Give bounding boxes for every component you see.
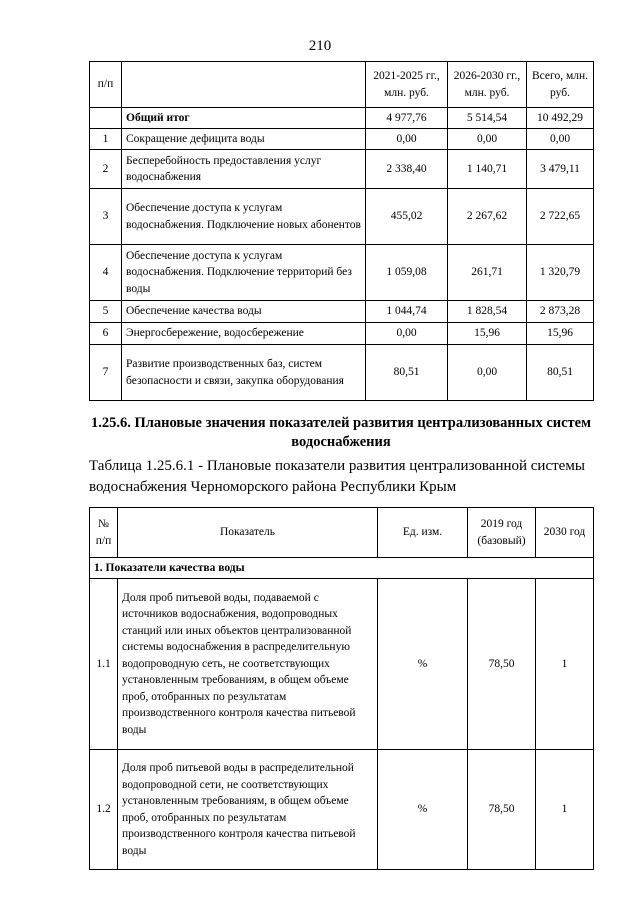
table-row [90,150,594,189]
row-name: Обеспечение доступа к услугам водоснабжения. Подключение территорий без воды [122,245,366,301]
row-name: Энергосбережение, водосбережение [122,323,366,345]
row-num: 5 [90,301,122,323]
row-name: Бесперебойность предоставления услуг водоснабжения [122,150,366,189]
row-v2: 1 828,54 [448,301,527,323]
total-label: Общий итог [122,108,366,129]
table-row [90,579,594,750]
row-v1: 1 059,08 [366,245,448,301]
row-v1: 80,51 [366,345,448,401]
header-num: п/п [90,62,122,108]
table-row [90,129,594,150]
total-v1: 4 977,76 [366,108,448,129]
group-label: 1. Показатели качества воды [90,558,594,579]
row-v3: 2 873,28 [527,301,594,323]
row-unit: % [378,750,468,870]
row-v2: 0,00 [448,129,527,150]
header-base-year: 2019 год (базовый) [468,508,536,558]
section-heading: 1.25.6. Плановые значения показателей развития централизованных систем водоснабжения [91,415,591,450]
row-v2: 0,00 [448,345,527,401]
investment-table [89,61,594,401]
indicators-table [89,507,594,870]
total-row [90,108,594,129]
table-header-row [90,508,594,558]
row-base: 78,50 [468,579,536,750]
row-name: Развитие производственных баз, систем безопасности и связи, закупка оборудования [122,345,366,401]
row-v2: 2 267,62 [448,189,527,245]
row-name: Обеспечение качества воды [122,301,366,323]
row-v2: 15,96 [448,323,527,345]
row-v1: 2 338,40 [366,150,448,189]
group-row [90,558,594,579]
header-total: Всего, млн. руб. [527,62,594,108]
row-v2: 1 140,71 [448,150,527,189]
table-row [90,301,594,323]
row-num: 6 [90,323,122,345]
row-v3: 80,51 [527,345,594,401]
table-row [90,323,594,345]
row-target: 1 [536,579,594,750]
table-row [90,345,594,401]
header-2026-2030: 2026-2030 гг., млн. руб. [448,62,527,108]
row-v2: 261,71 [448,245,527,301]
row-v3: 1 320,79 [527,245,594,301]
table-row [90,750,594,870]
table-row [90,189,594,245]
table-row [90,245,594,301]
header-unit: Ед. изм. [378,508,468,558]
row-v3: 0,00 [527,129,594,150]
header-indicator: Показатель [118,508,378,558]
header-num: № п/п [90,508,118,558]
row-num: 1 [90,129,122,150]
row-unit: % [378,579,468,750]
table-header-row [90,62,594,108]
row-num: 1.1 [90,579,118,750]
row-name: Обеспечение доступа к услугам водоснабжения. Подключение новых абонентов [122,189,366,245]
row-v1: 0,00 [366,129,448,150]
total-v2: 5 514,54 [448,108,527,129]
row-v1: 1 044,74 [366,301,448,323]
row-name: Сокращение дефицита воды [122,129,366,150]
row-v1: 0,00 [366,323,448,345]
table-caption: Таблица 1.25.6.1 - Плановые показатели развития централизованной системы водоснабжения Черноморского района Республики Крым [89,458,585,495]
row-num: 2 [90,150,122,189]
header-target-year: 2030 год [536,508,594,558]
header-2021-2025: 2021-2025 гг., млн. руб. [366,62,448,108]
row-v3: 3 479,11 [527,150,594,189]
header-name [122,62,366,108]
row-indicator: Доля проб питьевой воды в распределительной водопроводной сети, не соответствующих установленным требованиям, в общем объеме проб, отобранных по результатам производственного контроля качества питьевой воды [118,750,378,870]
row-num: 7 [90,345,122,401]
row-v3: 15,96 [527,323,594,345]
row-indicator: Доля проб питьевой воды, подаваемой с источников водоснабжения, водопроводных станций или иных объектов централизованной системы водоснабжения в распределительную водопроводную сеть, не соответствующих установленным требованиям, в общем объеме проб, отобранных по результатам производственного контроля качества питьевой воды [118,579,378,750]
total-num [90,108,122,129]
row-v3: 2 722,65 [527,189,594,245]
row-num: 4 [90,245,122,301]
row-base: 78,50 [468,750,536,870]
total-v3: 10 492,29 [527,108,594,129]
row-num: 3 [90,189,122,245]
row-v1: 455,02 [366,189,448,245]
page-number: 210 [308,38,332,54]
row-target: 1 [536,750,594,870]
row-num: 1.2 [90,750,118,870]
